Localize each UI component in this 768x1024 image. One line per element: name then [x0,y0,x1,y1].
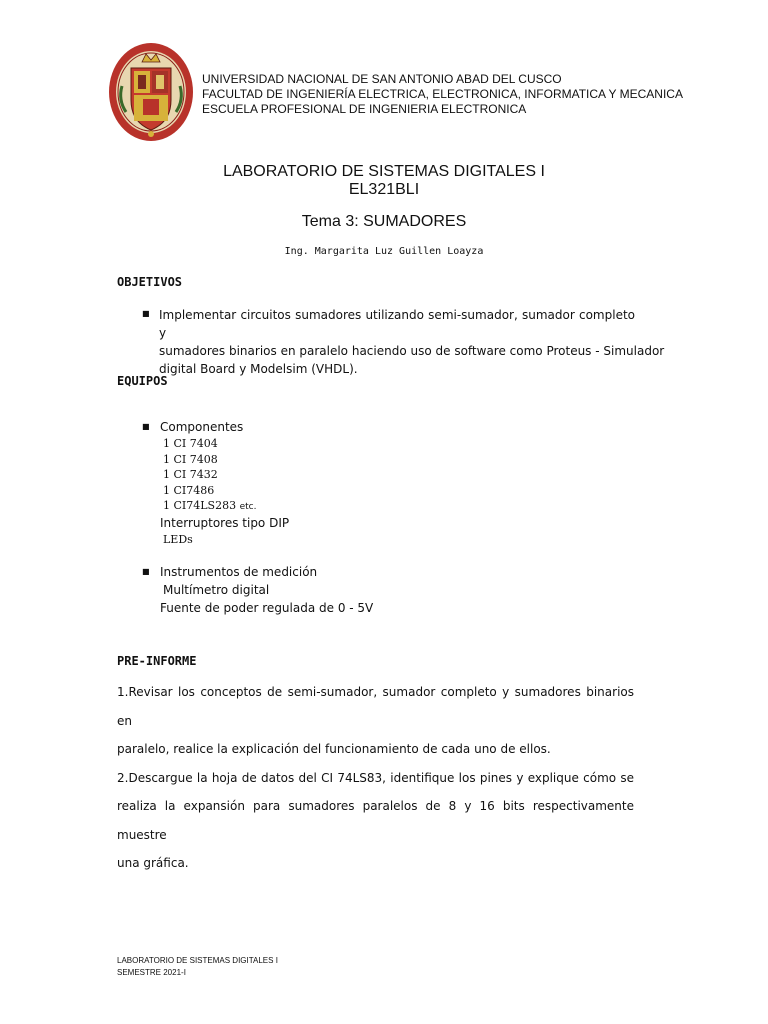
instrumento-fuente: Fuente de poder regulada de 0 - 5V [160,601,374,615]
componentes-label: Componentes [160,420,244,434]
component-name: 1 CI74LS283 [163,499,237,512]
square-bullet-icon: ■ [142,567,150,576]
topic-title: Tema 3: SUMADORES [301,213,467,230]
objetivos-line: Implementar circuitos sumadores utilizando semi-sumador, sumador completo y [159,308,635,340]
preinforme-text [117,678,634,878]
preinforme-heading: PRE-INFORME [117,654,197,668]
componentes-list [163,436,256,516]
footer-line1: LABORATORIO DE SISTEMAS DIGITALES I [117,956,278,965]
lab-title-line2: EL321BLI [348,181,420,198]
square-bullet-icon: ■ [142,422,150,431]
footer-line2: SEMESTRE 2021-I [117,968,186,977]
institution-line: UNIVERSIDAD NACIONAL DE SAN ANTONIO ABAD DEL CUSCO [202,72,562,86]
institution-line: ESCUELA PROFESIONAL DE INGENIERIA ELECTRONICA [202,102,527,116]
interruptores-item: Interruptores tipo DIP [160,516,290,530]
preinforme-line: paralelo, realice la explicación del funcionamiento de cada uno de ellos. [117,742,551,756]
institution-header [202,72,683,117]
objetivos-line: digital Board y Modelsim (VHDL). [159,362,358,376]
instrumento-multimetro: Multímetro digital [163,583,270,597]
preinforme-line: 1.Revisar los conceptos de semi-sumador, sumador completo y sumadores binarios en [117,685,634,728]
institution-line: FACULTAD DE INGENIERÍA ELECTRICA, ELECTRONICA, INFORMATICA Y MECANICA [202,87,683,101]
objetivos-line: sumadores binarios en paralelo haciendo uso de software como Proteus - Simulador [159,344,665,358]
lab-title [0,163,768,199]
list-item: 1 CI 7408 [163,452,218,466]
list-item: 1 CI7486 [163,483,215,497]
instrumentos-label: Instrumentos de medición [160,565,318,579]
leds-item: LEDs [163,533,193,546]
etc-label: etc. [239,502,257,512]
list-item: 1 CI 7432 [163,468,218,481]
page-footer [117,955,278,979]
university-seal-icon [108,42,194,142]
objetivos-heading: OBJETIVOS [117,275,183,289]
equipos-heading: EQUIPOS [117,374,168,388]
square-bullet-icon: ■ [142,309,150,318]
preinforme-line: una gráfica. [117,856,189,870]
author-name: Ing. Margarita Luz Guillen Loayza [284,246,484,257]
preinforme-line: 2.Descargue la hoja de datos del CI 74LS83, identifique los pines y explique cómo se [117,770,634,785]
objetivos-text [159,306,665,378]
list-item [163,498,256,516]
preinforme-line: realiza la expansión para sumadores paralelos de 8 y 16 bits respectivamente muestre [117,799,634,842]
list-item: 1 CI 7404 [163,437,218,450]
lab-title-line1: LABORATORIO DE SISTEMAS DIGITALES I [223,163,545,180]
